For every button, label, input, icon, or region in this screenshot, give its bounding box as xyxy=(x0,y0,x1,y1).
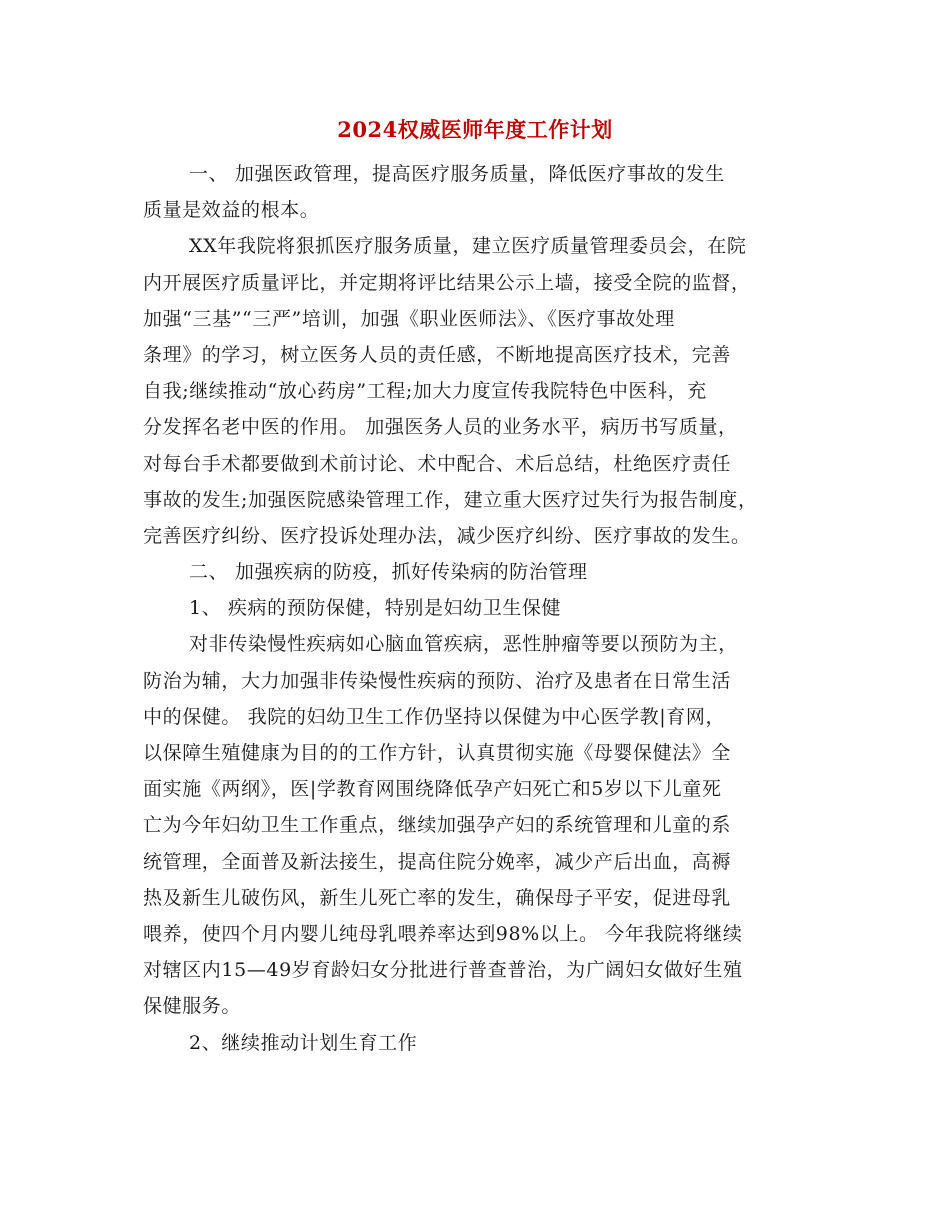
text-line: 完善医疗纠纷、医疗投诉处理办法，减少医疗纠纷、医疗事故的发生。 xyxy=(143,524,751,547)
text-line: 1、 疾病的预防保健，特别是妇幼卫生保健 xyxy=(189,597,562,620)
text-line: 对每台手术都要做到术前讨论、术中配合、术后总结，杜绝医疗责任 xyxy=(143,452,732,475)
text-line: 以保障生殖健康为目的的工作方针，认真贯彻实施《母婴保健法》全 xyxy=(143,742,732,764)
text-line: 中的保健。 我院的妇幼卫生工作仍坚持以保健为中心医学教|育网， xyxy=(143,705,726,728)
text-line: 保健服务。 xyxy=(143,995,242,1018)
text-line: 二、 加强疾病的防疫，抓好传染病的防治管理 xyxy=(189,561,588,584)
text-line: 防治为辅，大力加强非传染慢性疾病的预防、治疗及患者在日常生活 xyxy=(143,669,732,692)
text-line: 事故的发生;加强医院感染管理工作，建立重大医疗过失行为报告制度， xyxy=(143,488,758,511)
text-line: 统管理，全面普及新法接生，提高住院分娩率，减少产后出血，高褥 xyxy=(143,850,732,873)
text-line: 亡为今年妇幼卫生工作重点，继续加强孕产妇的系统管理和儿童的系 xyxy=(143,814,732,837)
text-line: 质量是效益的根本。 xyxy=(143,199,320,222)
text-line: 分发挥名老中医的作用。 加强医务人员的业务水平，病历书写质量， xyxy=(143,416,738,439)
text-line: 自我;继续推动“放心药房”工程;加大力度宣传我院特色中医科，充 xyxy=(143,380,707,403)
text-line: 2、继续推动计划生育工作 xyxy=(189,1031,418,1054)
text-line: 对辖区内15—49岁育龄妇女分批进行普查普治，为广阔妇女做好生殖 xyxy=(143,959,743,982)
text-line: 一、 加强医政管理，提高医疗服务质量，降低医疗事故的发生 xyxy=(189,163,725,185)
text-line: XX年我院将狠抓医疗服务质量，建立医疗质量管理委员会，在院 xyxy=(189,235,747,258)
text-line: 面实施《两纲》，医|学教育网围绕降低孕产妇死亡和5岁以下儿童死 xyxy=(143,778,722,801)
text-line: 喂养，使四个月内婴儿纯母乳喂养率达到98%以上。 今年我院将继续 xyxy=(143,922,743,945)
text-line: 内开展医疗质量评比，并定期将评比结果公示上墙，接受全院的监督， xyxy=(143,271,751,294)
text-line: 对非传染慢性疾病如心脑血管疾病，恶性肿瘤等要以预防为主， xyxy=(189,633,738,656)
document-body xyxy=(143,156,823,1061)
text-line: 加强“三基”“三严”培训，加强《职业医师法》、《医疗事故处理 xyxy=(143,307,675,330)
document-title: 2024权威医师年度工作计划 xyxy=(337,117,613,142)
text-line: 热及新生儿破伤风，新生儿死亡率的发生，确保母子平安，促进母乳 xyxy=(143,886,732,909)
text-line: 条理》的学习，树立医务人员的责任感，不断地提高医疗技术，完善 xyxy=(143,343,732,366)
